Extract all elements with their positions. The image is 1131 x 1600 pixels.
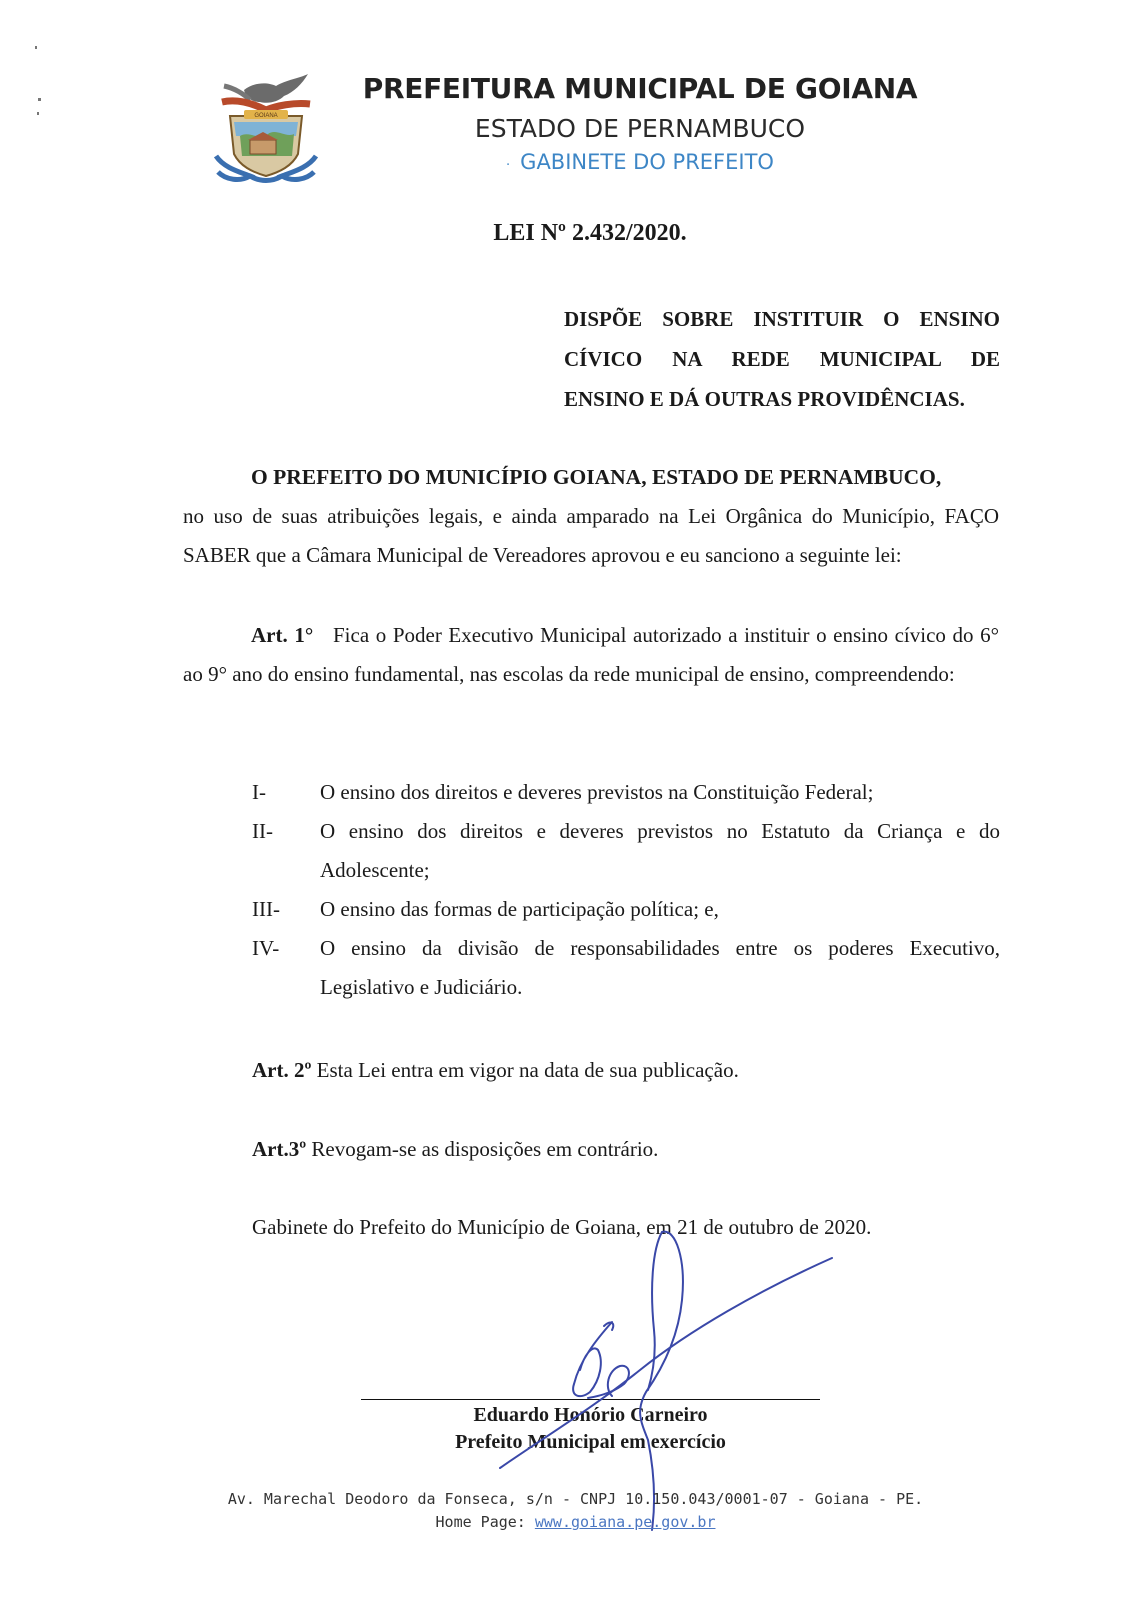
letterhead-state: ESTADO DE PERNAMBUCO [474,114,806,143]
preamble-heading: O PREFEITO DO MUNICÍPIO GOIANA, ESTADO DE PERNAMBUCO, [251,465,942,489]
article-3-text: Revogam-se as disposições em contrário. [311,1137,659,1161]
article-2-text: Esta Lei entra em vigor na data de sua publicação. [316,1058,739,1082]
homepage-link[interactable]: www.goiana.pe.gov.br [534,1513,716,1531]
signatory-name: Eduardo Honório Carneiro [473,1404,708,1426]
signatory-role: Prefeito Municipal em exercício [455,1431,726,1453]
item-numeral: III- [252,897,280,921]
law-summary-line: DISPÕE SOBRE INSTITUIR O ENSINO [564,307,1000,331]
letterhead-office: · GABINETE DO PREFEITO [506,150,774,174]
item-numeral: IV- [252,936,280,960]
law-summary-line: CÍVICO NA REDE MUNICIPAL DE [564,347,1000,371]
law-summary-line: ENSINO E DÁ OUTRAS PROVIDÊNCIAS. [564,387,965,411]
crest-banner-text: GOIANA [254,113,278,119]
footer-homepage [10,1513,1131,1531]
law-number-title: LEI Nº 2.432/2020. [493,220,687,246]
item-text: O ensino das formas de participação política; e, [320,897,719,921]
homepage-label: Home Page: [435,1513,526,1531]
letterhead-title: PREFEITURA MUNICIPAL DE GOIANA [362,72,918,105]
item-text: O ensino dos direitos e deveres previstos no Estatuto da Criança e do Adolescente; [320,819,1000,882]
article-1-label: Art. 1° [251,623,314,647]
item-numeral: I- [252,780,266,804]
footer-address: Av. Marechal Deodoro da Fonseca, s/n - CNPJ 10.150.043/0001-07 - Goiana - PE. [227,1490,924,1508]
office-label: GABINETE DO PREFEITO [520,150,774,174]
preamble-text: no uso de suas atribuições legais, e ainda amparado na Lei Orgânica do Município, FAÇO SABER que a Câmara Municipal de Vereadores aprovou e eu sanciono a seguinte lei: [183,504,999,567]
article-2-label: Art. 2º [252,1058,312,1082]
item-text: O ensino dos direitos e deveres previstos na Constituição Federal; [320,780,874,804]
item-numeral: II- [252,819,273,843]
article-1-text: Fica o Poder Executivo Municipal autorizado a instituir o ensino cívico do 6° ao 9° ano do ensino fundamental, nas escolas da rede municipal de ensino, compreendendo: [183,623,999,686]
closing-date-line: Gabinete do Prefeito do Município de Goiana, em 21 de outubro de 2020. [252,1215,872,1239]
article-3-label: Art.3º [252,1137,307,1161]
item-text: O ensino da divisão de responsabilidades entre os poderes Executivo, Legislativo e Judiciário. [320,936,1000,999]
